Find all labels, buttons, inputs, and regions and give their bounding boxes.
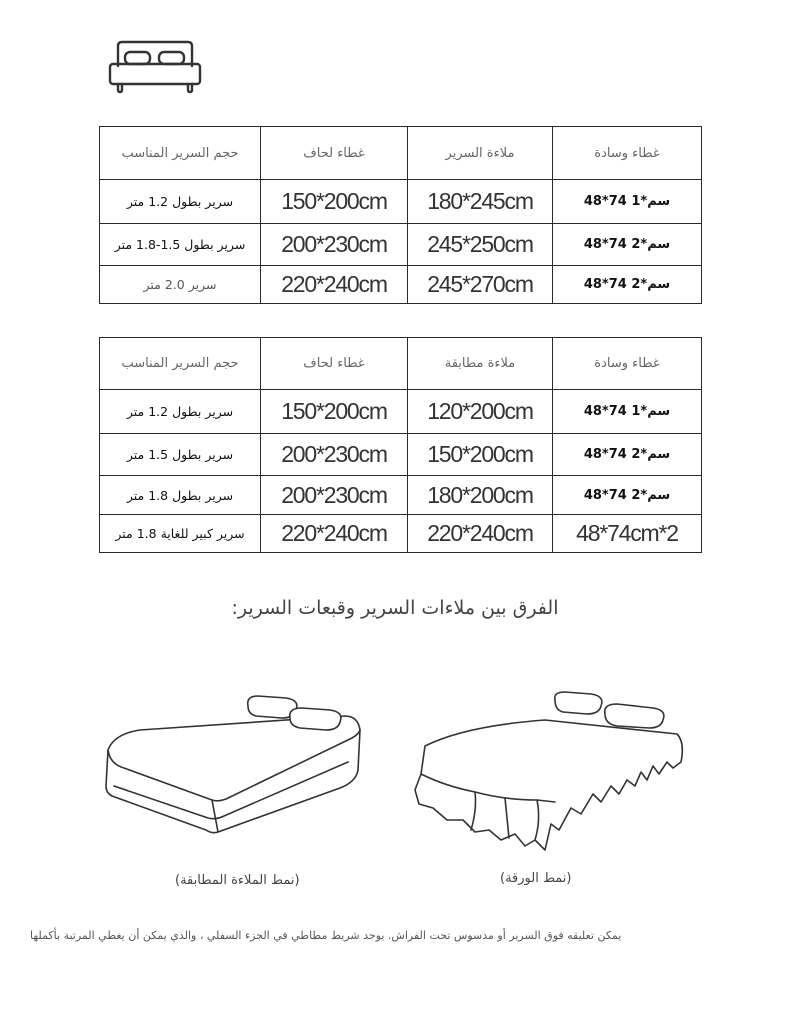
quilt-size-cell: 200*230cm <box>261 434 408 476</box>
header-bed-size: حجم السرير المناسب <box>100 127 261 180</box>
pillow-size-cell: 48*74cm*2 <box>553 515 702 553</box>
pillow-size-cell: 48*74 سم*2 <box>553 476 702 515</box>
table-row <box>100 434 702 476</box>
sheet-size-cell: 180*200cm <box>408 476 553 515</box>
header-pillowcase: غطاء وسادة <box>553 338 702 390</box>
sheet-size-cell: 220*240cm <box>408 515 553 553</box>
table-row <box>100 180 702 224</box>
sheet-size-cell: 120*200cm <box>408 390 553 434</box>
header-pillowcase: غطاء وسادة <box>553 127 702 180</box>
quilt-size-cell: 150*200cm <box>261 180 408 224</box>
flat-sheet-illustration <box>405 690 695 860</box>
quilt-size-cell: 220*240cm <box>261 515 408 553</box>
table-row <box>100 476 702 515</box>
bed-size-cell: سرير بطول 1.8 متر <box>100 476 261 515</box>
fitted-sheet-illustration <box>100 690 370 840</box>
size-table-fitted-sheet <box>99 337 702 553</box>
pillow-size-cell: 48*74 سم*2 <box>553 434 702 476</box>
pillow-size-cell: 48*74 سم*1 <box>553 180 702 224</box>
quilt-size-cell: 200*230cm <box>261 476 408 515</box>
sheet-size-cell: 150*200cm <box>408 434 553 476</box>
table-row <box>100 224 702 266</box>
section-title: الفرق بين ملاءات السرير وقبعات السرير: <box>231 597 559 619</box>
flat-sheet-caption: (نمط الورقة) <box>500 871 572 886</box>
pillow-size-cell: 48*74 سم*2 <box>553 266 702 304</box>
header-quilt-cover: غطاء لحاف <box>261 127 408 180</box>
bed-size-cell: سرير بطول 1.5-1.8 متر <box>100 224 261 266</box>
header-bed-size: حجم السرير المناسب <box>100 338 261 390</box>
bed-icon <box>108 40 202 94</box>
header-fitted-sheet: ملاءة مطابقة <box>408 338 553 390</box>
sheet-size-cell: 180*245cm <box>408 180 553 224</box>
footnote: يمكن تعليقه فوق السرير أو مدسوس تحت الفراش. يوجد شريط مطاطي في الجزء السفلي ، والذي يمكن أن يغطي المرتبة بأكملها <box>30 929 622 942</box>
sheet-size-cell: 245*250cm <box>408 224 553 266</box>
bed-size-cell: سرير بطول 1.2 متر <box>100 180 261 224</box>
size-table-flat-sheet <box>99 126 702 304</box>
bed-size-cell: سرير بطول 1.2 متر <box>100 390 261 434</box>
table-row <box>100 515 702 553</box>
bed-size-cell: سرير كبير للغاية 1.8 متر <box>100 515 261 553</box>
header-quilt-cover: غطاء لحاف <box>261 338 408 390</box>
table-row <box>100 390 702 434</box>
bed-size-cell: سرير 2.0 متر <box>100 266 261 304</box>
table-header-row <box>100 127 702 180</box>
pillow-size-cell: 48*74 سم*1 <box>553 390 702 434</box>
quilt-size-cell: 220*240cm <box>261 266 408 304</box>
table-row <box>100 266 702 304</box>
pillow-size-cell: 48*74 سم*2 <box>553 224 702 266</box>
quilt-size-cell: 200*230cm <box>261 224 408 266</box>
quilt-size-cell: 150*200cm <box>261 390 408 434</box>
table-header-row <box>100 338 702 390</box>
bed-size-cell: سرير بطول 1.5 متر <box>100 434 261 476</box>
fitted-sheet-caption: (نمط الملاءة المطابقة) <box>175 873 300 888</box>
header-bed-sheet: ملاءة السرير <box>408 127 553 180</box>
sheet-size-cell: 245*270cm <box>408 266 553 304</box>
